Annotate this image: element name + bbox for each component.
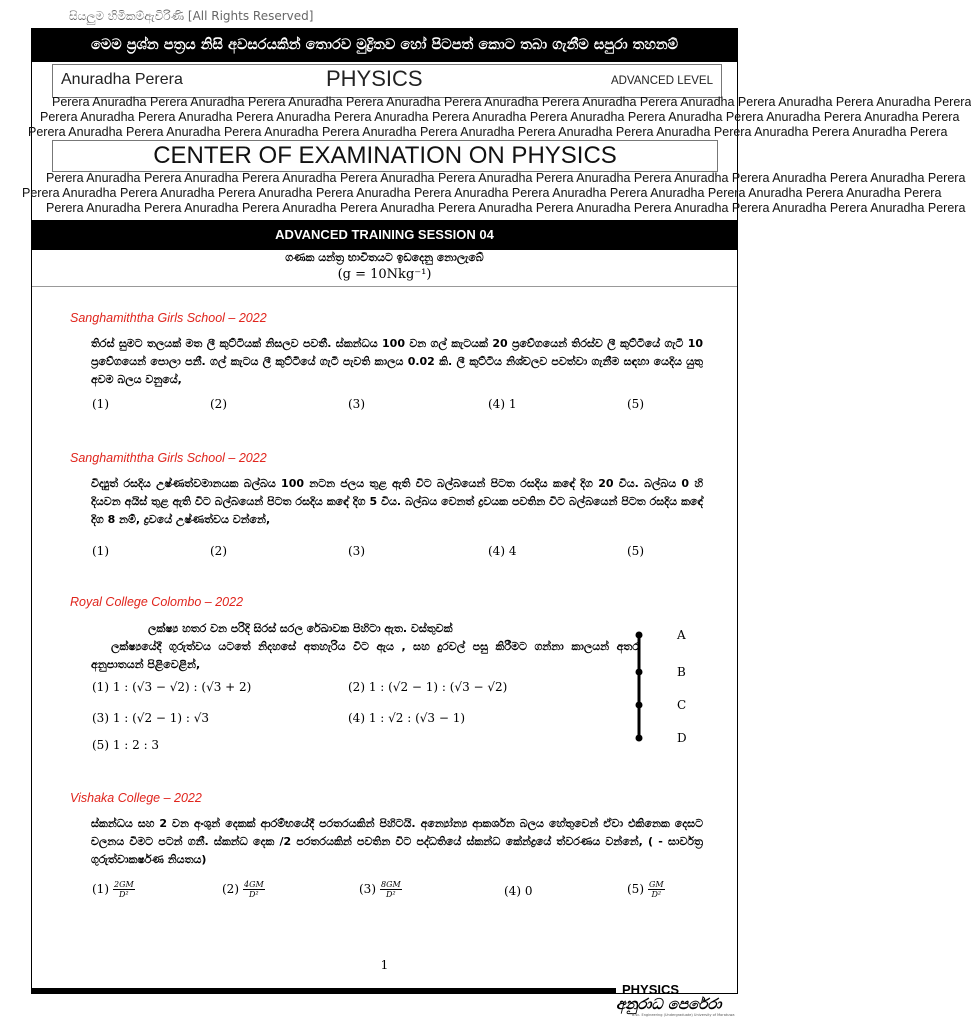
watermark-line: Perera Anuradha Perera Anuradha Perera Anuradha Perera Anuradha Perera Anuradha Perera Anuradha Perera Anuradha Perera Anuradha Perera Anuradha Perera <box>28 125 948 139</box>
page-number: 1 <box>380 958 389 972</box>
point-c-dot <box>636 702 643 709</box>
option-4: (4) 1 <box>488 397 517 411</box>
question-text: ලක්ෂ්‍යයේදී ගුරුත්වය යටතේ නිදහසේ අතහැරිය විට ඇය , සහ දුරවල් පසු කිරීමට ගන්නා කාලයන් අතර අනුපාතයන් පිළිවෙළින්, <box>91 640 639 671</box>
calculator-note: ගණක යන්ත්‍ර භාවිතයට ඉඩදෙනු නොලැබේ <box>285 251 484 264</box>
center-title: CENTER OF EXAMINATION ON PHYSICS <box>52 140 718 172</box>
option-1: (1) <box>92 544 109 558</box>
watermark-line: Perera Anuradha Perera Anuradha Perera Anuradha Perera Anuradha Perera Anuradha Perera Anuradha Perera Anuradha Perera Anuradha Perera Anuradha Perera <box>46 171 966 185</box>
option-3: (3) <box>348 544 365 558</box>
option-4: (4) 0 <box>504 884 533 898</box>
footer-bar <box>31 988 616 993</box>
logo-physics: PHYSICS <box>622 982 680 997</box>
watermark-line: Perera Anuradha Perera Anuradha Perera Anuradha Perera Anuradha Perera Anuradha Perera Anuradha Perera Anuradha Perera Anuradha Perera Anuradha Perera <box>40 110 960 124</box>
fraction: $\frac{8GM}{\text{D²}}$ <box>381 880 401 899</box>
question-text: විද්‍යුත් රසදිය උෂ්ණත්වමානයක බල්බය 100 නටන ජලය තුළ ඇති විට බල්බයෙන් පිටත රසදිය කඳේ දිග 20 විය. බල්බය 0 හි දියවන අයිස් තුළ ඇති විට බල්බයෙන් පිටත රසදිය කඳේ දිග 5 විය. බල්බය වෙනත් ද්‍රවයක පවතින විට බල්බයෙන් පිටත රසදිය කඳේ දිග 8 නම්, ද්‍රවයේ උෂ්ණත්වය වන්නේ, <box>91 477 703 526</box>
author-name: Anuradha Perera <box>61 71 183 88</box>
fraction: $\frac{2GM}{\text{D²}}$ <box>114 880 134 899</box>
option-1: (1) 1 : (√3 − √2) : (√3 + 2) <box>92 680 252 694</box>
option-3: (3) $\frac{8GM}{\text{D²}}$ <box>359 880 401 899</box>
option-5: (5) $\frac{GM}{\text{D²}}$ <box>627 880 664 899</box>
option-3: (3) <box>348 397 365 411</box>
point-d-label: D <box>677 731 687 745</box>
watermark-line: Perera Anuradha Perera Anuradha Perera Anuradha Perera Anuradha Perera Anuradha Perera Anuradha Perera Anuradha Perera Anuradha Perera Anuradha Perera <box>22 186 942 200</box>
option-5: (5) <box>627 544 644 558</box>
school-label: Sanghamiththa Girls School – 2022 <box>70 311 267 325</box>
option-5: (5) <box>627 397 644 411</box>
school-label: Royal College Colombo – 2022 <box>70 595 244 609</box>
level-label: ADVANCED LEVEL <box>610 75 713 87</box>
option-2: (2) 1 : (√2 − 1) : (√3 − √2) <box>348 680 508 694</box>
option-1: (1) <box>92 397 109 411</box>
point-c-label: C <box>677 698 687 712</box>
fraction: $\frac{4GM}{\text{D²}}$ <box>244 880 264 899</box>
gravity-constant: (g = 10Nkg⁻¹) <box>337 267 432 282</box>
option-4: (4) 1 : √2 : (√3 − 1) <box>348 711 466 725</box>
copyright-banner: මෙම ප්‍රශ්න පත්‍රය නිසි අවසරයකින් තොරව මුද්‍රිතව හෝ පිටපත් කොට තබා ගැනීම සපුරා තහනම් <box>32 28 737 62</box>
logo-name: අනුරාධ පෙරේරා <box>616 995 722 1013</box>
separator-line <box>32 286 737 287</box>
school-label: Vishaka College – 2022 <box>70 791 202 805</box>
points-diagram <box>627 628 687 743</box>
copyright-notice: සියලුම හිමිකම්ඇවිරිණි [All Rights Reserved] <box>69 9 314 23</box>
option-5: (5) 1 : 2 : 3 <box>92 738 160 752</box>
logo-subtitle: B.sc. Engineering (Undergraduate) University of Moratuwa <box>632 1013 735 1017</box>
point-a-dot <box>636 632 643 639</box>
option-2: (2) $\frac{4GM}{\text{D²}}$ <box>222 880 264 899</box>
option-1: (1) $\frac{2GM}{\text{D²}}$ <box>92 880 134 899</box>
question-text-line1: ලක්ෂ්‍ය හතර වන පරිදි සිරස් සරල රේඛාවක පිහිටා ඇත. වස්තුවක් <box>148 622 453 635</box>
watermark-line: Perera Anuradha Perera Anuradha Perera Anuradha Perera Anuradha Perera Anuradha Perera Anuradha Perera Anuradha Perera Anuradha Perera Anuradha Perera <box>52 95 971 109</box>
school-label: Sanghamiththa Girls School – 2022 <box>70 451 267 465</box>
option-4: (4) 4 <box>488 544 517 558</box>
watermark-line: Perera Anuradha Perera Anuradha Perera Anuradha Perera Anuradha Perera Anuradha Perera Anuradha Perera Anuradha Perera Anuradha Perera Anuradha Perera <box>46 201 966 215</box>
option-2: (2) <box>210 397 227 411</box>
subject-title: PHYSICS <box>326 66 423 91</box>
point-a-label: A <box>677 628 686 642</box>
option-2: (2) <box>210 544 227 558</box>
option-3: (3) 1 : (√2 − 1) : √3 <box>92 711 210 725</box>
question-text: තිරස් සුමට තලයක් මත ලී කුට්ටියක් නිසලව පවතී. ස්කන්ධය 100 වන ගල් කැටයක් 20 ප්‍රවේගයෙන් තිරස්ව ලී කුට්ටියේ ගැටී 10 ප්‍රවේගයෙන් පොලා පනී. ගල් කැටය ලී කුට්ටියේ ගැටී පැවති කාලය 0.02 කි. ලී කුට්ටිය නිශ්චලව පවත්වා ගැනීම සඳහා යෙදිය යුතු අවම බලය වනුයේ, <box>91 337 703 386</box>
question-text: ස්කන්ධය සහ 2 වන අංශුන් දෙකක් ආරම්භයේදී පරතරයකින් පිහිටයි. අන්‍යෝන්‍ය ආකර්ශන බලය හේතුවෙන් ඒවා එකිනෙක දෙසට චලනය වීමට පටන් ගනී. ස්කන්ධ දෙක /2 පරතරයකින් පවතින විට පද්ධතියේ ස්කන්ධ කේන්ද්‍රයේ ත්වරණය වන්නේ, ( - සාර්වත්‍ර ගුරුත්වාකර්ෂණ නියතය) <box>91 817 703 866</box>
point-b-label: B <box>677 665 686 679</box>
point-d-dot <box>636 735 643 742</box>
fraction: $\frac{GM}{\text{D²}}$ <box>649 880 664 899</box>
exam-page <box>22 28 971 994</box>
point-b-dot <box>636 669 643 676</box>
header-box <box>52 64 722 98</box>
session-title: ADVANCED TRAINING SESSION 04 <box>31 220 738 250</box>
